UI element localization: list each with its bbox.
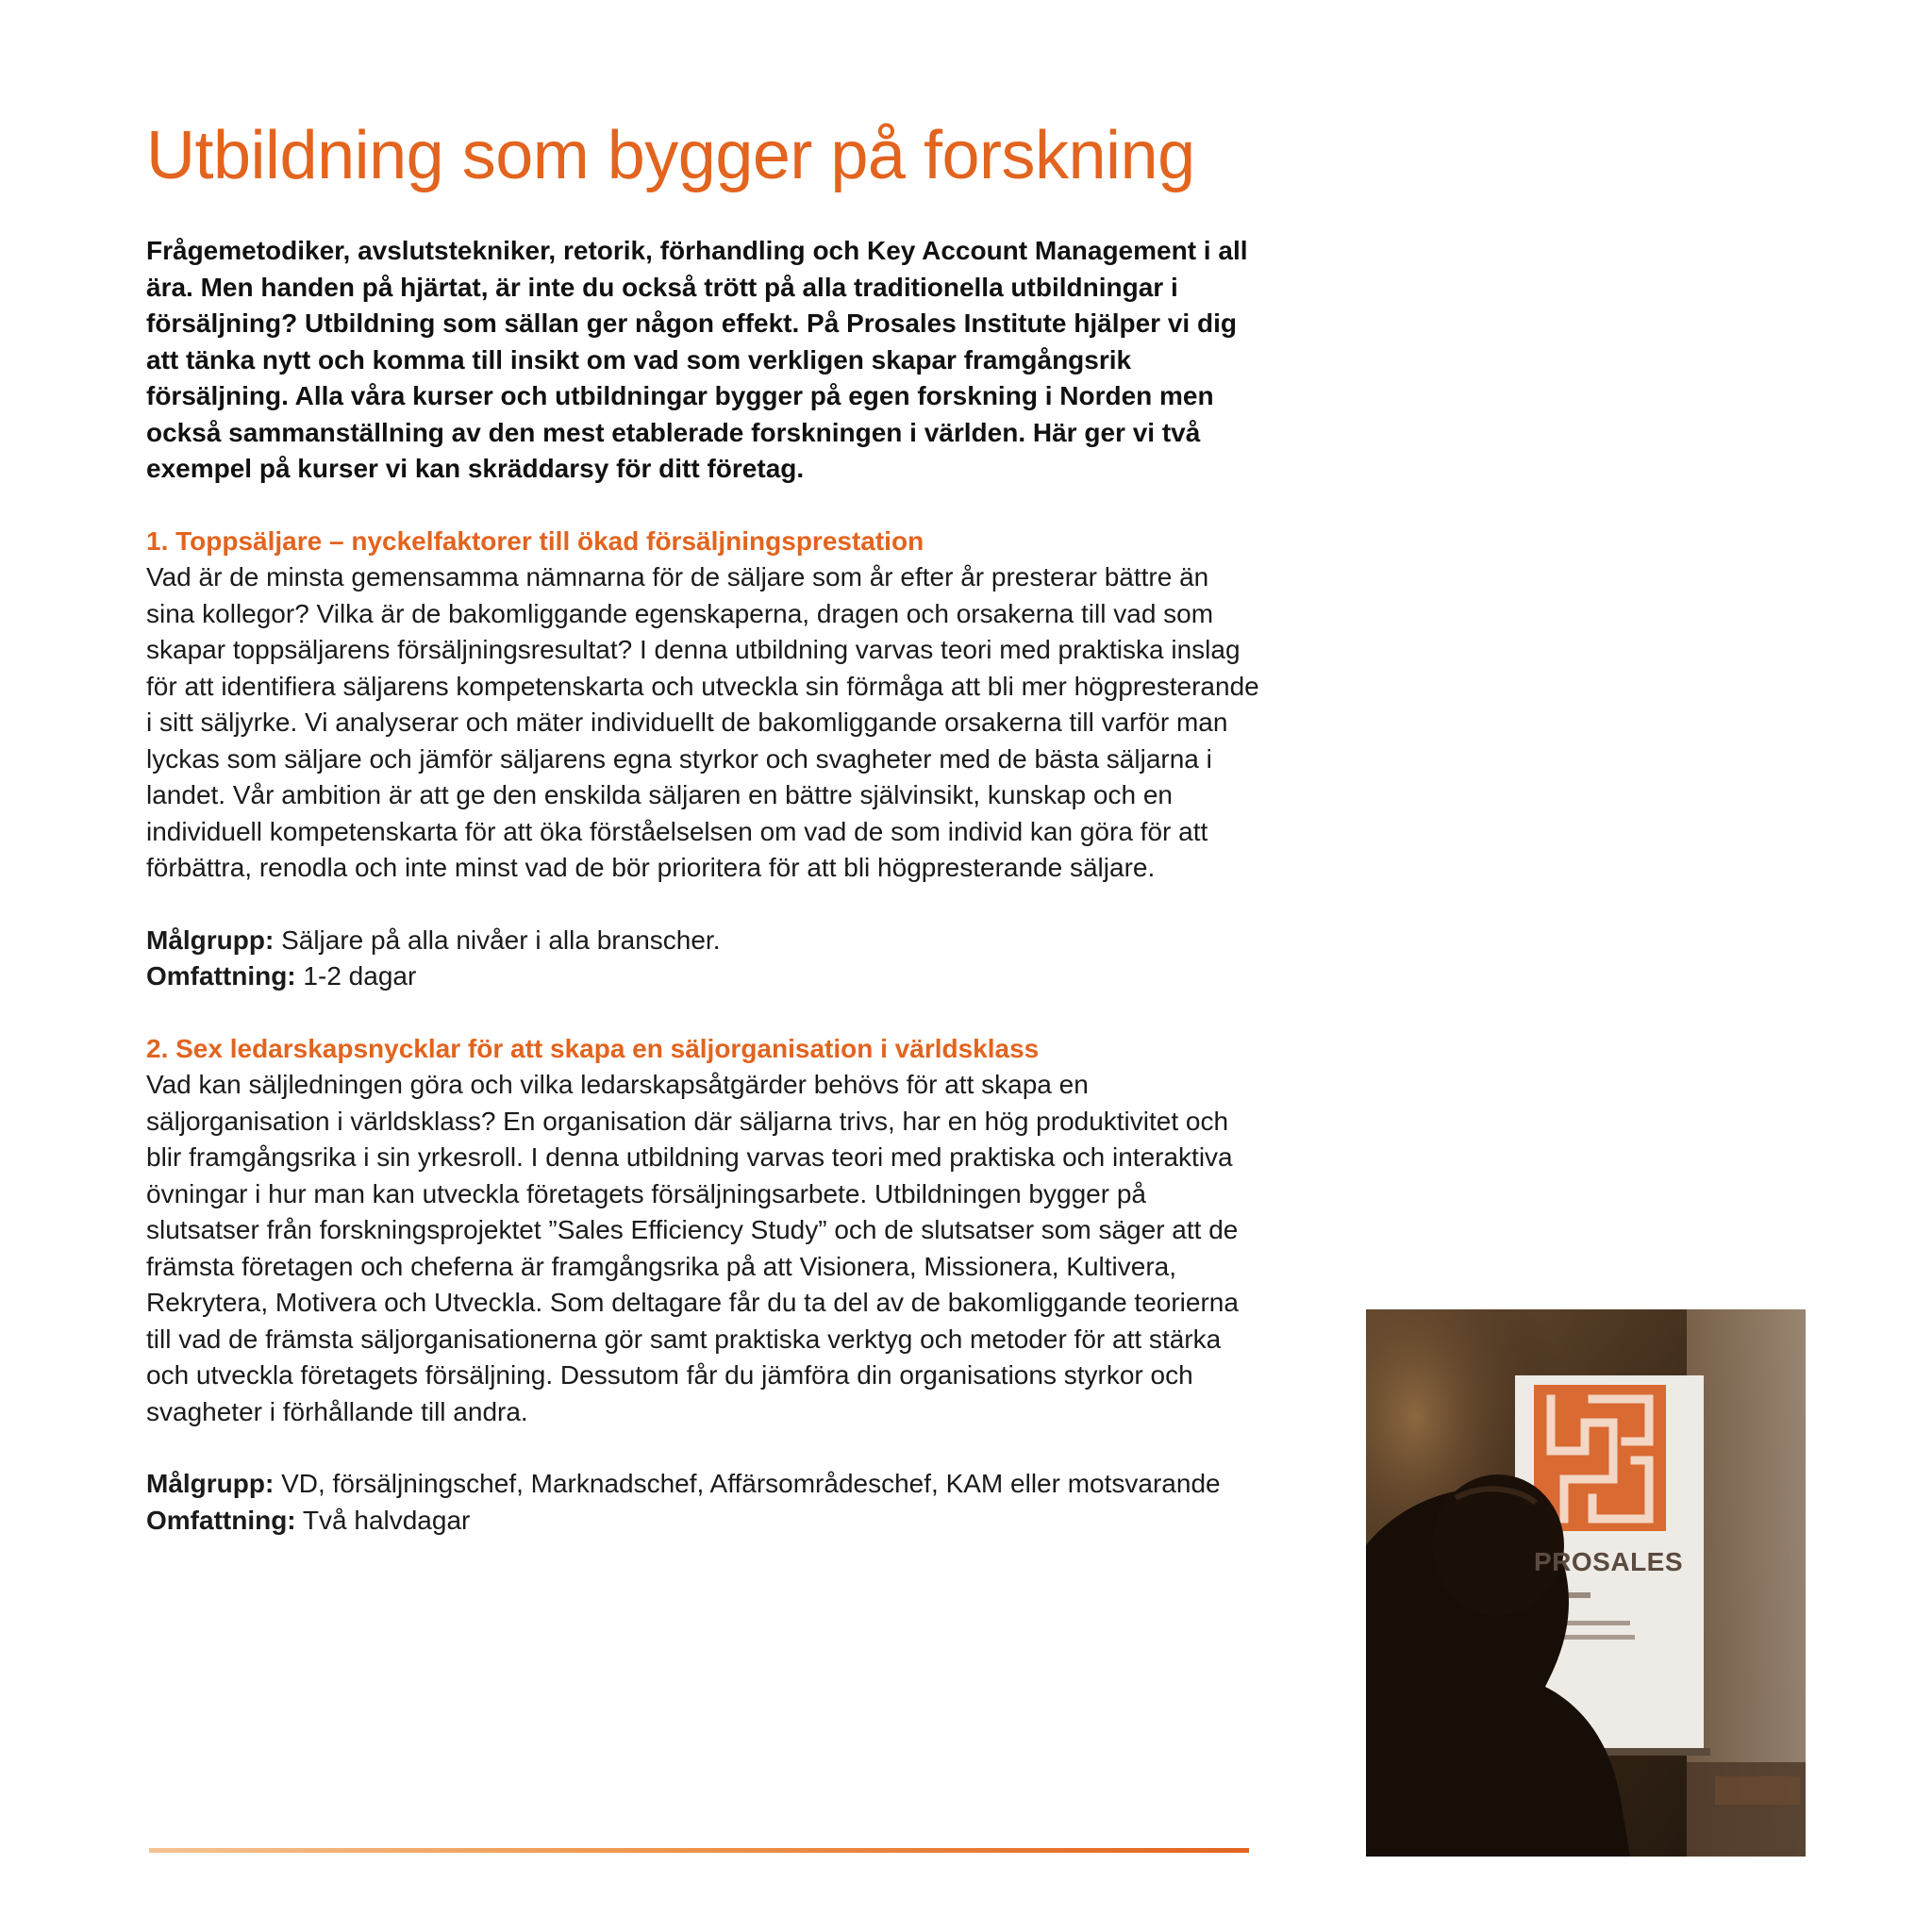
course-section-2 [146, 1031, 1259, 1540]
course-heading: 2. Sex ledarskapsnycklar för att skapa en säljorganisation i världsklass [146, 1033, 1040, 1063]
course-scope [146, 958, 1259, 995]
footer-divider [149, 1848, 1249, 1853]
course-meta [146, 1466, 1259, 1539]
course-description: Vad kan säljledningen göra och vilka ledarskapsåtgärder behövs för att skapa en säljorganisation i världsklass? En organisation där säljarna trivs, har en hög produktivitet och blir framgångsrika i sin yrkesroll. I denna utbildning varvas teori med praktiska och interaktiva övningar i hur man kan utveckla företagets försäljningsarbete. Utbildningen bygger på slutsatser från forskningsprojektet ”Sales Efficiency Study” och de slutsatser som säger att de främsta företagen och cheferna är framgångsrika på att Visionera, Missionera, Kultivera, Rekrytera, Motivera och Utveckla. Som deltagare får du ta del av de bakomliggande teorierna till vad de främsta säljorganisationerna gör samt praktiska verktyg och metoder för att stärka och utveckla företagets försäljning. Dessutom får du jämföra din organisations styrkor och svagheter i förhållande till andra. [146, 1070, 1239, 1426]
target-group [146, 923, 1259, 959]
target-group-label: Målgrupp: [146, 1469, 275, 1498]
intro-paragraph: Frågemetodiker, avslutstekniker, retorik, förhandling och Key Account Management i all ära. Men handen på hjärtat, är inte du också trött på alla traditionella utbildningar i försäljning? Utbildning som sällan ger någon effekt. På Prosales Institute hjälper vi dig att tänka nytt och komma till insikt om vad som verkligen skapar framgångsrik försäljning. Alla våra kurser och utbildningar bygger på egen forskning i Norden men också sammanställning av den mest etablerade forskningen i världen. Här ger vi två exempel på kurser vi kan skräddarsy för ditt företag. [146, 236, 1248, 483]
course-heading: 1. Toppsäljare – nyckelfaktorer till ökad försäljningsprestation [146, 525, 924, 556]
course-scope-value: 1-2 dagar [295, 961, 417, 991]
target-group [146, 1466, 1259, 1503]
course-scope-label: Omfattning: [146, 1505, 296, 1535]
event-photo [1366, 1309, 1806, 1857]
course-section-1 [146, 524, 1259, 995]
course-scope-label: Omfattning: [146, 961, 296, 991]
course-scope-value: Två halvdagar [295, 1505, 471, 1535]
article-content [146, 233, 1259, 1539]
target-group-value: Säljare på alla nivåer i alla branscher. [274, 924, 721, 955]
page-title: Utbildning som bygger på forskning [146, 118, 1195, 193]
course-meta [146, 923, 1259, 995]
course-scope [146, 1503, 1259, 1540]
course-description: Vad är de minsta gemensamma nämnarna för de säljare som år efter år presterar bättre än sina kollegor? Vilka är de bakomliggande egenskaperna, dragen och orsakerna till vad som skapar toppsäljarens försäljningsresultat? I denna utbildning varvas teori med praktiska inslag för att identifiera säljarens kompetenskarta och utveckla sin förmåga att bli mer högpresterande i sitt säljyrke. Vi analyserar och mäter individuellt de bakomliggande orsakerna till varför man lyckas som säljare och jämför säljarens egna styrkor och svagheter med de bästa säljarna i landet. Vår ambition är att ge den enskilda säljaren en bättre självinsikt, kunskap och en individuell kompetenskarta för att öka förståelselsen om vad de som individ kan göra för att förbättra, renodla och inte minst vad de bör prioritera för att bli högpresterande säljare. [146, 562, 1259, 882]
target-group-label: Målgrupp: [146, 924, 275, 955]
banner-brand-text: PROSALES [1534, 1547, 1684, 1576]
event-photo-illustration [1366, 1309, 1806, 1857]
target-group-value: VD, försäljningschef, Marknadschef, Affärsområdeschef, KAM eller motsvarande [274, 1469, 1221, 1498]
